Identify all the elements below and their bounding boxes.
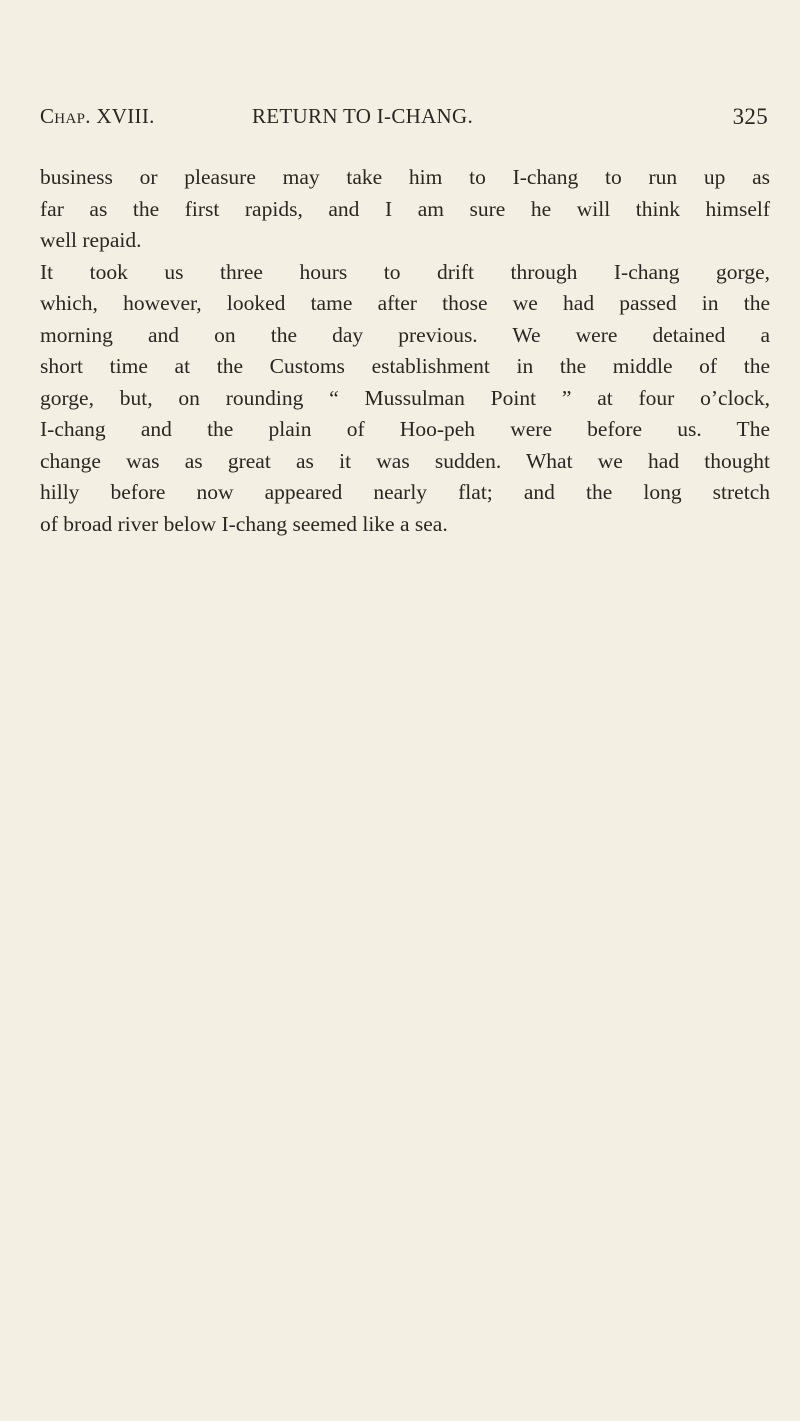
page-number: 325 (732, 104, 768, 129)
text-line: I-chang and the plain of Hoo-peh were before us. The (40, 417, 770, 441)
running-title: RETURN TO I-CHANG. (252, 104, 474, 128)
text-line: business or pleasure may take him to I-chang to run up as (40, 165, 770, 189)
text-line: It took us three hours to drift through I-chang gorge, (40, 259, 770, 284)
running-head (40, 104, 768, 134)
body-text (40, 162, 770, 540)
text-line: hilly before now appeared nearly flat; and the long stretch (40, 480, 770, 504)
text-line: well repaid. (40, 228, 142, 252)
text-line: morning and on the day previous. We were detained a (40, 322, 770, 347)
text-line: short time at the Customs establishment in the middle of the (40, 354, 770, 378)
text-line: which, however, looked tame after those we had passed in the (40, 291, 770, 315)
chapter-label: Chap. XVIII. (40, 104, 155, 128)
text-line: change was as great as it was sudden. What we had thought (40, 448, 770, 473)
text-line: of broad river below I-chang seemed like a sea. (40, 511, 448, 536)
text-line: gorge, but, on rounding “ Mussulman Point ” at four o’clock, (40, 385, 770, 410)
text-line: far as the first rapids, and I am sure he will think himself (40, 196, 770, 221)
